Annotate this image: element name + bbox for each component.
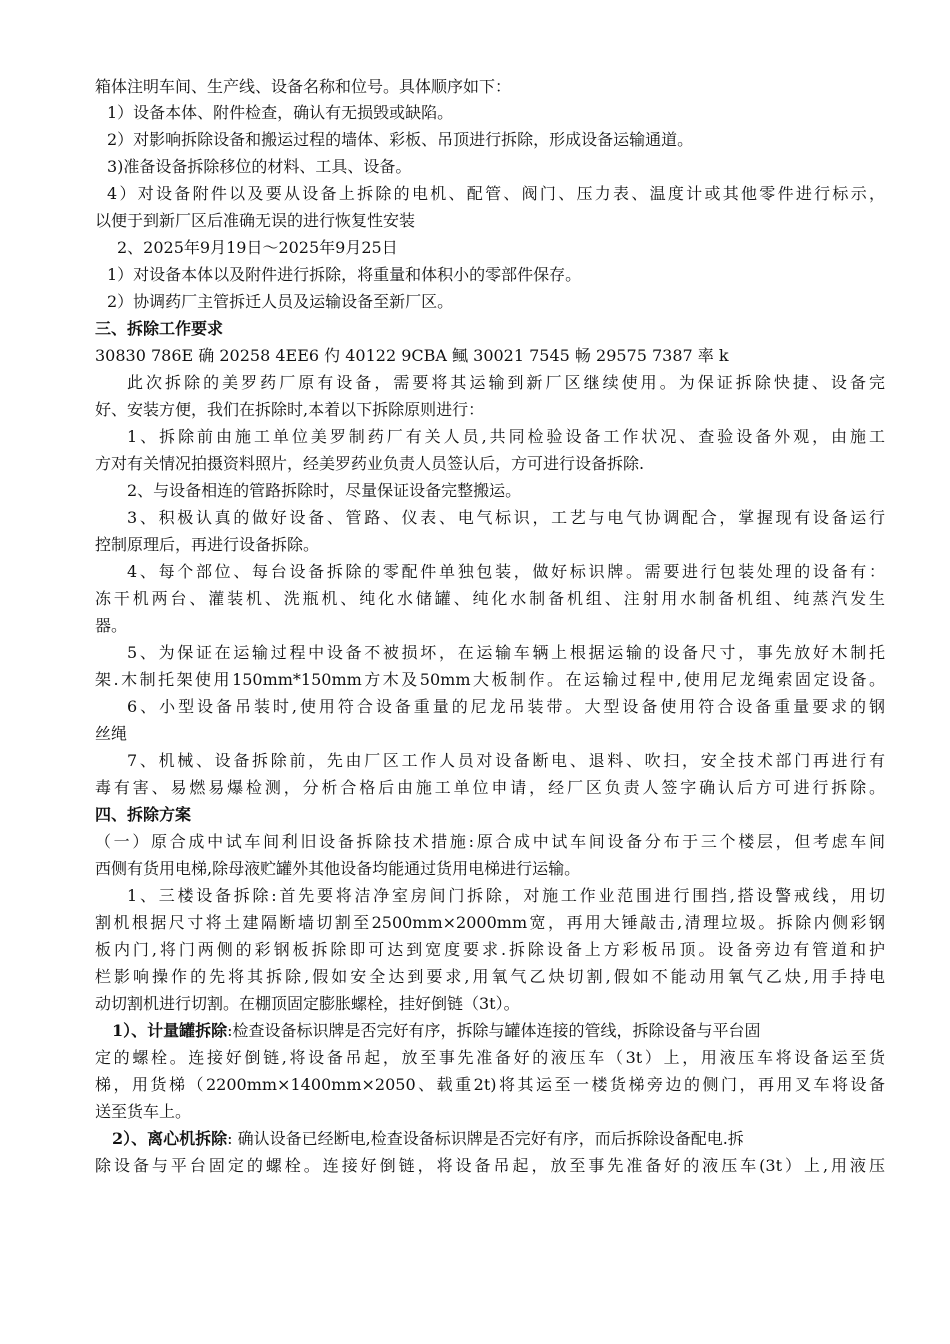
text-line: 3、积极认真的做好设备、管路、仪表、电气标识，工艺与电气协调配合，掌握现有设备运行 (127, 508, 885, 527)
text-line: 2）协调药厂主管拆迁人员及运输设备至新厂区。 (107, 292, 454, 311)
text-line: 板内门,将门两侧的彩钢板拆除即可达到宽度要求.拆除设备上方彩板吊顶。设备旁边有管道和护 (95, 940, 885, 959)
text-line: 西侧有货用电梯,除母液贮罐外其他设备均能通过货用电梯进行运输。 (95, 859, 581, 878)
text-line: 7、机械、设备拆除前，先由厂区工作人员对设备断电、退料、吹扫，安全技术部门再进行有 (127, 751, 885, 770)
section-heading: 三、拆除工作要求 (95, 319, 224, 338)
text-line: 以便于到新厂区后准确无误的进行恢复性安装 (95, 211, 416, 230)
subsection-label: 1）、计量罐拆除 (112, 1021, 228, 1040)
subsection-text: :检查设备标识牌是否完好有序，拆除与罐体连接的管线，拆除设备与平台固 (227, 1021, 761, 1040)
text-line: 5、为保证在运输过程中设备不被损坏，在运输车辆上根据运输的设备尺寸，事先放好木制托 (127, 643, 885, 662)
text-line: 2、2025年9月19日～2025年9月25日 (117, 238, 398, 257)
text-line: 30830 786E 确 20258 4EE6 仢 40122 9CBA 鲺 30021 7545 畅 29575 7387 率 k (95, 346, 729, 365)
text-line: 1）设备本体、附件检查，确认有无损毁或缺陷。 (107, 103, 454, 122)
text-line: 毒有害、易燃易爆检测，分析合格后由施工单位申请，经厂区负责人签字确认后方可进行拆除。 (95, 778, 885, 797)
text-line: 4）对设备附件以及要从设备上拆除的电机、配管、阀门、压力表、温度计或其他零件进行标示， (107, 184, 885, 203)
text-line: 除设备与平台固定的螺栓。连接好倒链，将设备吊起，放至事先准备好的液压车(3t）上,用液压 (95, 1156, 885, 1175)
text-line (112, 1018, 885, 1044)
text-line: 2、与设备相连的管路拆除时，尽量保证设备完整搬运。 (127, 481, 522, 500)
text-line: 箱体注明车间、生产线、设备名称和位号。具体顺序如下： (95, 77, 512, 96)
text-line: 2）对影响拆除设备和搬运过程的墙体、彩板、吊顶进行拆除，形成设备运输通道。 (107, 130, 694, 149)
text-line: 控制原理后，再进行设备拆除。 (95, 535, 320, 554)
text-line: 梯，用货梯（2200mm×1400mm×2050、载重2t)将其运至一楼货梯旁边的侧门，再用叉车将设备 (95, 1075, 885, 1094)
text-line: （一）原合成中试车间利旧设备拆除技术措施:原合成中试车间设备分布于三个楼层，但考虑车间 (95, 832, 885, 851)
text-line (112, 1126, 885, 1152)
text-line: 好、安装方便，我们在拆除时,本着以下拆除原则进行： (95, 400, 485, 419)
text-line: 4、每个部位、每台设备拆除的零配件单独包装，做好标识牌。需要进行包装处理的设备有： (127, 562, 885, 581)
text-line: 冻干机两台、灌装机、洗瓶机、纯化水储罐、纯化水制备机组、注射用水制备机组、纯蒸汽发生 (95, 589, 885, 608)
text-line: 架.木制托架使用150mm*150mm方木及50mm大板制作。在运输过程中,使用尼龙绳索固定设备。 (95, 670, 885, 689)
text-line: 方对有关情况拍摄资料照片，经美罗药业负责人员签认后，方可进行设备拆除. (95, 454, 645, 473)
text-line: 定的螺栓。连接好倒链,将设备吊起，放至事先准备好的液压车（3t）上，用液压车将设备运至货 (95, 1048, 885, 1067)
text-line: 此次拆除的美罗药厂原有设备，需要将其运输到新厂区继续使用。为保证拆除快捷、设备完 (127, 373, 885, 392)
text-line: 1、三楼设备拆除:首先要将洁净室房间门拆除，对施工作业范围进行围挡,搭设警戒线，用切 (127, 886, 885, 905)
text-line: 割机根据尺寸将土建隔断墙切割至2500mm×2000mm宽，再用大锤敲击,清理垃圾。拆除内侧彩钢 (95, 913, 885, 932)
text-line: 丝绳 (95, 724, 128, 743)
section-heading: 四、拆除方案 (95, 805, 192, 824)
subsection-text: : 确认设备已经断电,检查设备标识牌是否完好有序，而后拆除设备配电.拆 (227, 1129, 744, 1148)
text-line: 栏影响操作的先将其拆除,假如安全达到要求,用氧气乙炔切割,假如不能动用氧气乙炔,用手持电 (95, 967, 885, 986)
text-line: 3)准备设备拆除移位的材料、工具、设备。 (107, 157, 412, 176)
text-line: 动切割机进行切割。在棚顶固定膨胀螺栓，挂好倒链（3t）。 (95, 994, 520, 1013)
text-line: 1）对设备本体以及附件进行拆除，将重量和体积小的零部件保存。 (107, 265, 582, 284)
subsection-label: 2）、离心机拆除 (112, 1129, 228, 1148)
text-line: 器。 (95, 616, 128, 635)
text-line: 6、小型设备吊装时,使用符合设备重量的尼龙吊装带。大型设备使用符合设备重量要求的钢 (127, 697, 885, 716)
text-line: 1、拆除前由施工单位美罗制药厂有关人员,共同检验设备工作状况、查验设备外观，由施工 (127, 427, 885, 446)
text-line: 送至货车上。 (95, 1102, 192, 1121)
